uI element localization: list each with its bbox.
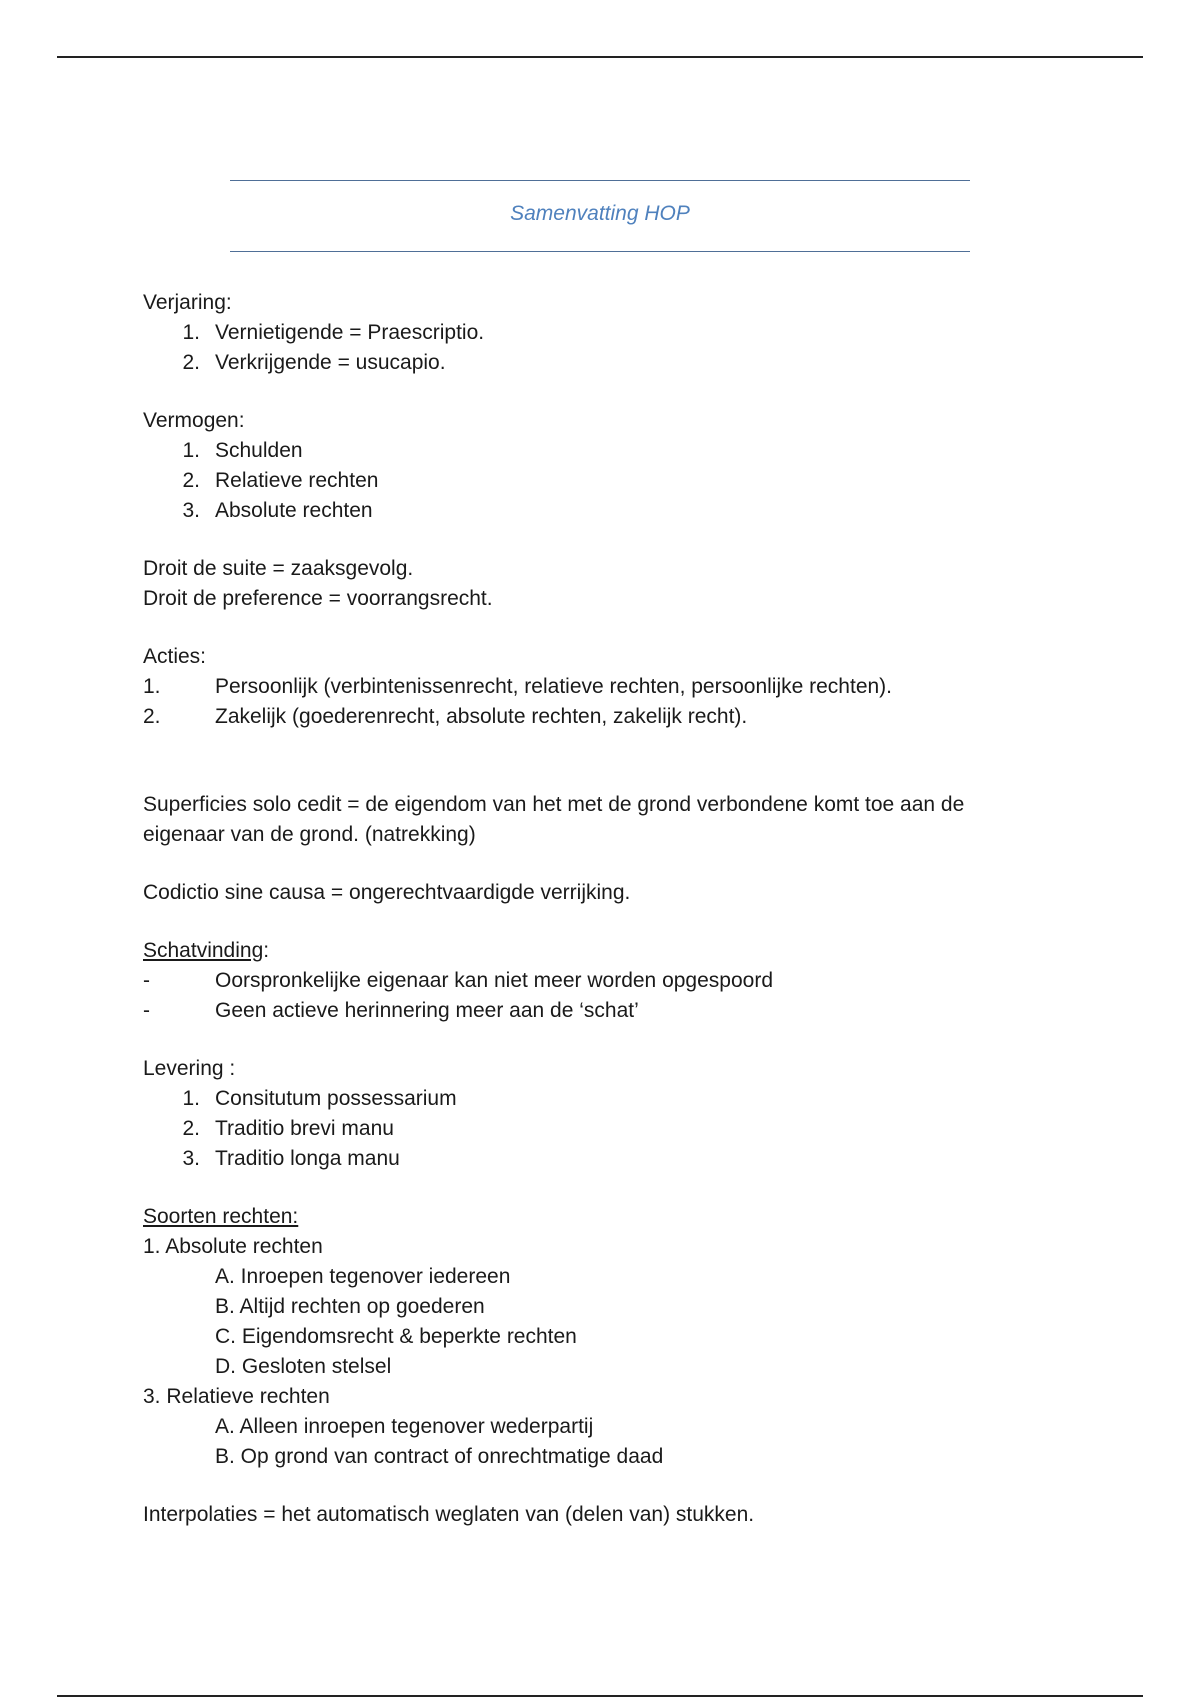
list-number: 2. (182, 1117, 200, 1140)
title-bottom-border (230, 251, 970, 252)
list-number: 2. (182, 469, 200, 492)
document-title: Samenvatting HOP (510, 202, 690, 225)
list-text: Schulden (215, 439, 303, 462)
header-rule (57, 56, 1143, 58)
list-item: B. Op grond van contract of onrechtmatige daad (215, 1445, 664, 1468)
list-number: 2. (182, 351, 200, 374)
list-number: 3. (182, 1147, 200, 1170)
verjaring-heading: Verjaring: (143, 291, 232, 314)
list-item (143, 996, 1043, 1026)
list-number: 1. (182, 439, 200, 462)
list-item (143, 1084, 1043, 1114)
bullet-dash: - (143, 999, 150, 1022)
footer-rule (57, 1695, 1143, 1697)
interpolaties-paragraph: Interpolaties = het automatisch weglaten van (delen van) stukken. (143, 1503, 755, 1526)
superficies-paragraph: Superficies solo cedit = de eigendom van het met de grond verbondene komt toe aan de eigenaar van de grond. (natrekking) (143, 793, 965, 846)
list-item (143, 318, 1043, 348)
list-number: 1. (182, 321, 200, 344)
list-item (143, 1144, 1043, 1174)
list-number: 1. (182, 1087, 200, 1110)
list-number: 1. (143, 675, 161, 698)
schatvinding-heading (143, 936, 1043, 966)
list-item (143, 966, 1043, 996)
list-item: B. Altijd rechten op goederen (215, 1295, 485, 1318)
schatvinding-heading-text: Schatvinding (143, 939, 264, 962)
list-text: Persoonlijk (verbintenissenrecht, relatieve rechten, persoonlijke rechten). (215, 675, 893, 698)
list-text: Geen actieve herinnering meer aan de ‘schat’ (215, 999, 639, 1022)
soorten-heading-text: Soorten rechten: (143, 1205, 299, 1228)
document-body (143, 288, 1043, 1530)
list-text: Traditio brevi manu (215, 1117, 394, 1140)
relatieve-rechten-label: 3. Relatieve rechten (143, 1385, 330, 1408)
soorten-heading (143, 1202, 1043, 1232)
schatvinding-colon: : (263, 939, 270, 962)
list-text: Absolute rechten (215, 499, 373, 522)
levering-heading: Levering : (143, 1057, 236, 1080)
vermogen-heading: Vermogen: (143, 409, 245, 432)
list-number: 3. (182, 499, 200, 522)
list-text: Traditio longa manu (215, 1147, 400, 1170)
bullet-dash: - (143, 969, 150, 992)
list-item: A. Inroepen tegenover iedereen (215, 1265, 511, 1288)
absolute-rechten-label: 1. Absolute rechten (143, 1235, 323, 1258)
list-item (143, 348, 1043, 378)
list-text: Vernietigende = Praescriptio. (215, 321, 485, 344)
title-top-border (230, 180, 970, 181)
list-number: 2. (143, 705, 161, 728)
list-item: D. Gesloten stelsel (215, 1355, 392, 1378)
list-item (143, 1114, 1043, 1144)
list-text: Zakelijk (goederenrecht, absolute rechten, zakelijk recht). (215, 705, 748, 728)
list-item (143, 702, 1043, 732)
codictio-paragraph: Codictio sine causa = ongerechtvaardigde verrijking. (143, 881, 631, 904)
acties-heading: Acties: (143, 645, 207, 668)
list-item (143, 496, 1043, 526)
list-item: C. Eigendomsrecht & beperkte rechten (215, 1325, 577, 1348)
list-item (143, 672, 1043, 702)
list-item: A. Alleen inroepen tegenover wederpartij (215, 1415, 594, 1438)
list-item (143, 466, 1043, 496)
list-text: Consitutum possessarium (215, 1087, 457, 1110)
droit-de-preference: Droit de preference = voorrangsrecht. (143, 587, 493, 610)
list-text: Verkrijgende = usucapio. (215, 351, 446, 374)
droit-de-suite: Droit de suite = zaaksgevolg. (143, 557, 414, 580)
list-text: Relatieve rechten (215, 469, 379, 492)
list-text: Oorspronkelijke eigenaar kan niet meer worden opgespoord (215, 969, 773, 992)
list-item (143, 436, 1043, 466)
